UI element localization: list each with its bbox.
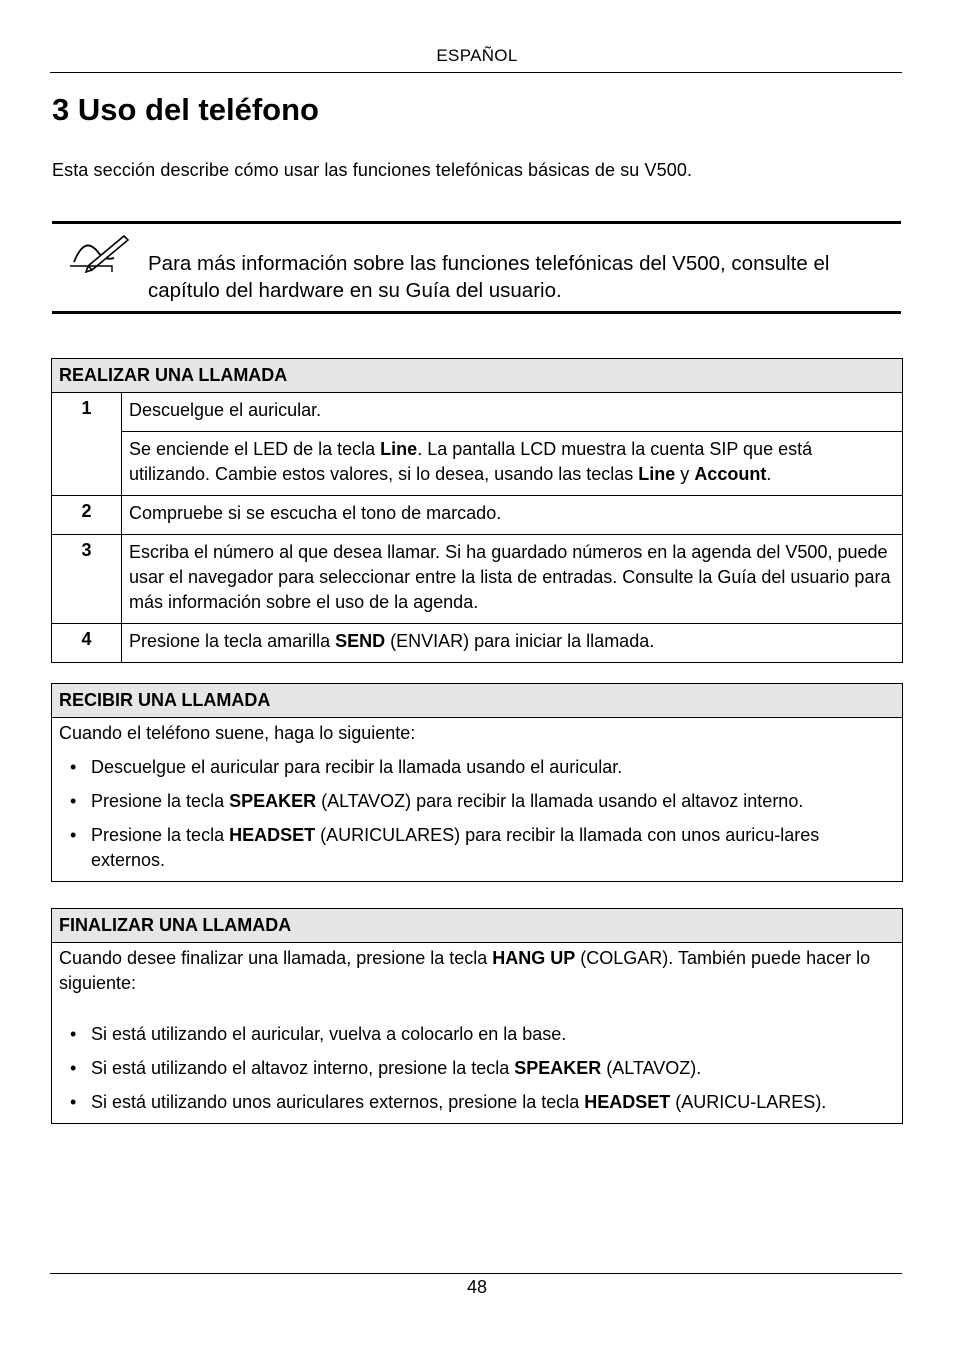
- step-number: 4: [52, 624, 122, 663]
- list-item: • Si está utilizando el altavoz interno, presione la tecla SPEAKER (ALTAVOZ).: [59, 1056, 895, 1081]
- receive-call-body: [52, 718, 903, 882]
- end-call-intro: Cuando desee finalizar una llamada, presione la tecla HANG UP (COLGAR). También puede hacer lo siguiente:: [59, 948, 871, 993]
- table-row: [52, 432, 903, 496]
- end-call-table: [51, 908, 903, 1124]
- note-top-rule: [52, 221, 901, 224]
- note-text: Para más información sobre las funciones telefónicas del V500, consulte el capítulo del hardware en su Guía del usuario.: [148, 252, 830, 302]
- list-item: • Descuelgue el auricular para recibir la llamada usando el auricular.: [59, 755, 895, 780]
- note-bottom-rule: [52, 311, 901, 314]
- step-number: 3: [52, 535, 122, 624]
- step-number: 1: [52, 393, 122, 496]
- receive-call-table: [51, 683, 903, 882]
- step-number: 2: [52, 496, 122, 535]
- list-item: • Si está utilizando el auricular, vuelva a colocarlo en la base.: [59, 1022, 895, 1047]
- intro-paragraph: Esta sección describe cómo usar las funciones telefónicas básicas de su V500.: [52, 160, 693, 180]
- step-text: Escriba el número al que desea llamar. Si ha guardado números en la agenda del V500, puede usar el navegador para seleccionar entre la lista de entradas. Consulte la Guía del usuario para más información sobre el uso de la agenda.: [122, 535, 903, 624]
- section-heading: REALIZAR UNA LLAMADA: [52, 359, 903, 393]
- footer-rule: [50, 1273, 902, 1274]
- step-text: Descuelgue el auricular.: [122, 393, 903, 432]
- table-row: [52, 535, 903, 624]
- receive-call-intro: Cuando el teléfono suene, haga lo siguiente:: [59, 723, 416, 743]
- pencil-note-icon: [68, 232, 130, 274]
- make-call-table: [51, 358, 903, 663]
- step-text: Compruebe si se escucha el tono de marcado.: [122, 496, 903, 535]
- page-title: 3 Uso del teléfono: [52, 92, 319, 127]
- step-text: Presione la tecla amarilla SEND (ENVIAR) para iniciar la llamada.: [122, 624, 903, 663]
- page-number: 48: [466, 1277, 488, 1297]
- list-item: • Si está utilizando unos auriculares externos, presione la tecla HEADSET (AURICU-LARES).: [59, 1090, 895, 1115]
- table-row: [52, 624, 903, 663]
- running-header: ESPAÑOL: [436, 46, 518, 65]
- list-item: • Presione la tecla SPEAKER (ALTAVOZ) para recibir la llamada usando el altavoz interno.: [59, 789, 895, 814]
- end-call-body: [52, 943, 903, 1124]
- step-text: Se enciende el LED de la tecla Line. La pantalla LCD muestra la cuenta SIP que está utilizando. Cambie estos valores, si lo desea, usando las teclas Line y Account.: [122, 432, 903, 496]
- table-row: [52, 496, 903, 535]
- header-rule: [50, 72, 902, 73]
- list-item: • Presione la tecla HEADSET (AURICULARES) para recibir la llamada con unos auricu-lares externos.: [59, 823, 895, 873]
- table-row: [52, 393, 903, 432]
- section-heading: RECIBIR UNA LLAMADA: [52, 684, 903, 718]
- section-heading: FINALIZAR UNA LLAMADA: [52, 909, 903, 943]
